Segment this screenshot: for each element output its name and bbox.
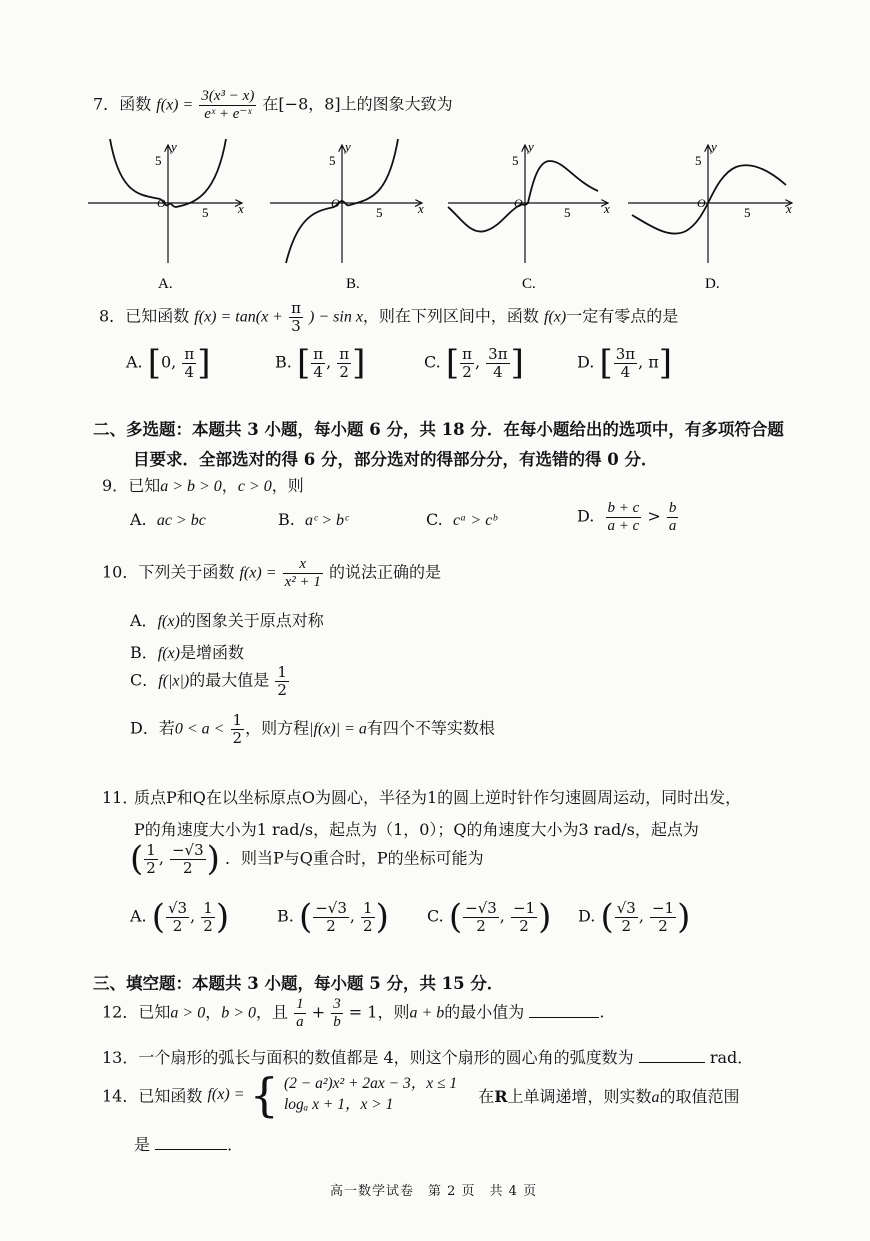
graph-b-x-label: x — [418, 201, 424, 216]
graph-c-origin: O — [514, 196, 523, 210]
q14-answer-blank[interactable] — [155, 1135, 227, 1150]
q14-piecewise: (2 − a²)x² + 2ax − 3，x ≤ 1 logₐ x + 1，x > 1 — [283, 1075, 458, 1113]
q11-option-d[interactable]: D. ( $\frac{√3}{2}$ , $\frac{-1}{2}$ ) — [578, 897, 691, 937]
q12: 12．已知a > 0，b > 0，且 $\frac{1}{a}$ + $\frac{3}{b}$ = 1，则a + b的最小值为 . — [102, 996, 605, 1030]
q9-option-d[interactable]: D. $\frac{b + c}{a + c}$ > $\frac{b}{a}$ — [577, 500, 677, 534]
q11-line-3: ．则当P与Q重合时，P的坐标可能为 — [225, 848, 484, 868]
q11-line-1-text: 质点P和Q在以坐标原点O为圆心，半径为1的圆上逆时针作匀速圆周运动，同时出发， — [134, 788, 742, 807]
graph-a — [88, 139, 244, 292]
graph-c — [448, 139, 610, 292]
graph-c-y-label: y — [528, 139, 534, 154]
q8-option-c[interactable]: C. [ $\frac{\pi}{2}$ , $\frac{3\pi}{4}$ ] — [424, 343, 524, 383]
q9-option-a[interactable]: A. ac > bc — [130, 510, 206, 529]
q13-answer-blank[interactable] — [639, 1048, 705, 1063]
q7-graphs — [80, 135, 800, 295]
q10-option-d[interactable]: D．若0 < a < $\frac{1}{2}$ ，则方程|f(x)| = a有四个不等实数根 — [130, 711, 495, 747]
q11-option-a[interactable]: A. ( $\frac{√3}{2}$ , $\frac{1}{2}$ ) — [130, 897, 230, 937]
q10-option-b[interactable]: B．f(x)是增函数 — [130, 643, 244, 662]
graph-d-label: D. — [705, 276, 720, 292]
q11-start-point: ( $\frac{1}{2}$ , $\frac{-√3}{2}$ ) ．则当P与Q重合时，P的坐标可能为 — [130, 839, 484, 879]
section-2-line-1: 二、多选题：本题共 3 小题，每小题 6 分，共 18 分．在每小题给出的选项中，有多项符合题 — [93, 420, 784, 439]
graph-b-x-tick: 5 — [376, 205, 383, 220]
graph-c-label: C. — [522, 276, 536, 292]
q14: 14．已知函数 f(x) = { (2 − a²)x² + 2ax − 3，x ≤ 1 logₐ x + 1，x > 1 在R上单调递增，则实数a的取值范围 — [102, 1068, 740, 1122]
graph-a-y-tick: 5 — [155, 153, 162, 168]
page-footer: 高一数学试卷 第 2 页 共 4 页 — [330, 1184, 538, 1199]
graph-b-y-label: y — [345, 139, 351, 154]
graph-a-label: A. — [158, 276, 173, 292]
q7-fraction: $\frac{\text{3(x³ − x)}}{\text{eˣ + e⁻ˣ}}$ — [201, 88, 255, 122]
q11-option-b[interactable]: B. ( $\frac{-√3}{2}$ , $\frac{1}{2}$ ) — [277, 897, 389, 937]
section-3-title: 三、填空题：本题共 3 小题，每小题 5 分，共 15 分． — [93, 974, 504, 993]
q8-option-a[interactable]: A. [0, $\frac{\pi}{4}$ ] — [126, 343, 211, 383]
graph-b-y-tick: 5 — [329, 153, 336, 168]
graph-d — [628, 139, 792, 292]
q12-answer-blank[interactable] — [529, 1003, 599, 1018]
q11-line-1: 11． — [102, 788, 139, 807]
q9-option-b[interactable]: B. aᶜ > bᶜ — [278, 510, 349, 529]
graph-d-y-tick: 5 — [695, 153, 702, 168]
graph-b-origin: O — [331, 196, 340, 210]
q10-stem: 10．下列关于函数 f(x) = $\frac{x}{\text{x² + 1}}$ 的说法正确的是 — [102, 556, 441, 590]
q14-line-2: 是 ． — [134, 1135, 244, 1154]
q10-option-a[interactable]: A．f(x)的图象关于原点对称 — [130, 611, 324, 630]
graph-b-label: B. — [346, 276, 360, 292]
section-2-line-2: 目要求．全部选对的得 6 分，部分选对的得部分分，有选错的得 0 分． — [133, 450, 658, 469]
q8-stem: 8．已知函数 f(x) = tan(x + $\frac{\pi}{3}$ ) − sin x，则在下列区间中，函数 f(x)一定有零点的是 — [99, 299, 679, 335]
graph-a-origin: O — [157, 196, 166, 210]
q8-option-d[interactable]: D. [ $\frac{3\pi}{4}$ , π] — [577, 343, 673, 383]
graph-a-x-tick: 5 — [202, 205, 209, 220]
q13: 13．一个扇形的弧长与面积的数值都是 4，则这个扇形的圆心角的弧度数为 rad． — [102, 1048, 754, 1067]
graph-c-x-tick: 5 — [564, 205, 571, 220]
graph-a-x-label: x — [238, 201, 244, 216]
q9-option-c[interactable]: C. cᵃ > cᵇ — [426, 510, 497, 529]
q11-option-c[interactable]: C. ( $\frac{-√3}{2}$ , $\frac{-1}{2}$ ) — [427, 897, 552, 937]
graph-d-origin: O — [697, 196, 706, 210]
graph-d-y-label: y — [711, 139, 717, 154]
graph-d-x-label: x — [786, 201, 792, 216]
graph-c-y-tick: 5 — [512, 153, 519, 168]
graph-a-y-label: y — [171, 139, 177, 154]
q9-stem: 9．已知a > b > 0，c > 0，则 — [102, 476, 304, 495]
graph-c-x-label: x — [604, 201, 610, 216]
graph-b — [270, 139, 424, 292]
q11-line-2: P的角速度大小为1 rad/s，起点为（1，0）；Q的角速度大小为3 rad/s，起点为 — [134, 820, 699, 839]
q10-option-c[interactable]: C．f(|x|)的最大值是 $\frac{1}{2}$ — [130, 663, 287, 699]
q7-stem: 7．函数 f(x) = $\frac{\text{3(x³ − x)}}{\text{eˣ + e⁻ˣ}}$ 在[−8，8]上的图象大致为 — [93, 88, 453, 122]
graph-d-x-tick: 5 — [744, 205, 751, 220]
q8-option-b[interactable]: B. [ $\frac{\pi}{4}$ , $\frac{\pi}{2}$ ] — [275, 343, 366, 383]
